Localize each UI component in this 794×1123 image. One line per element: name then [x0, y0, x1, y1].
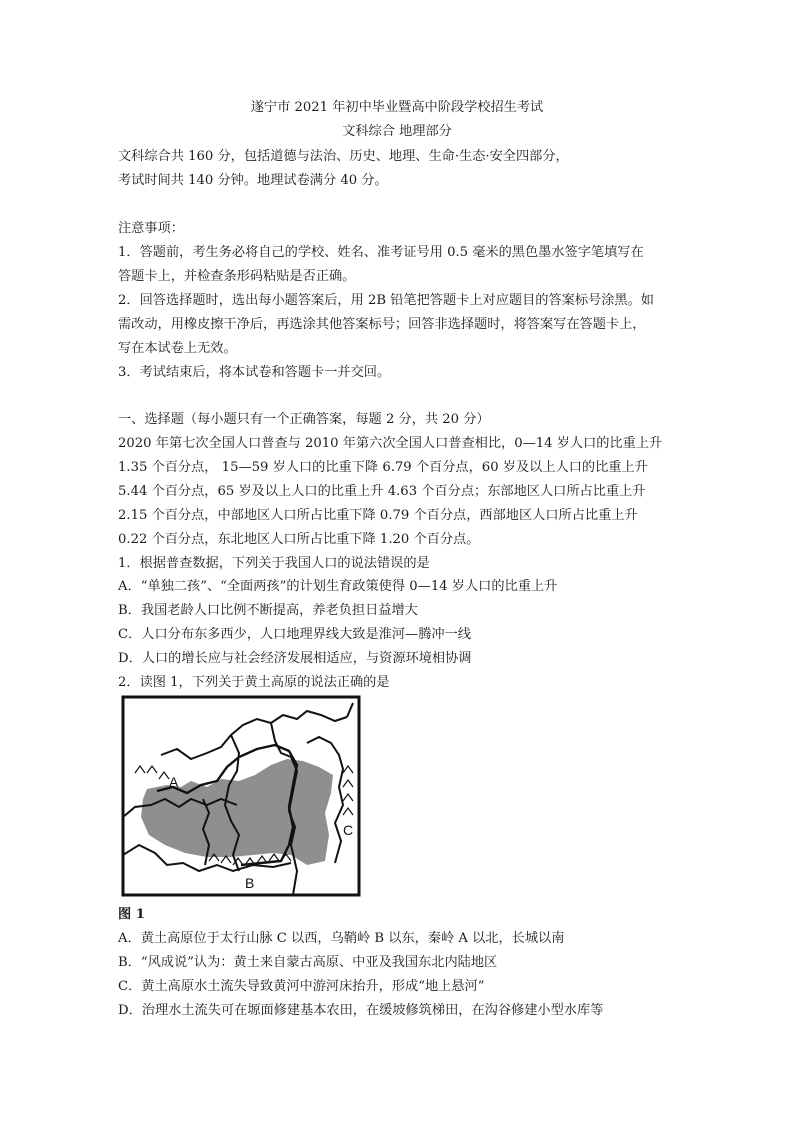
question-2-option-a: A．黄土高原位于太行山脉 C 以西，乌鞘岭 B 以东，秦岭 A 以北，长城以南	[118, 931, 565, 946]
question-2-option-c: C．黄土高原水土流失导致黄河中游河床抬升，形成“地上悬河”	[118, 979, 485, 994]
section-heading: 一、选择题（每小题只有一个正确答案，每题 2 分，共 20 分）	[118, 412, 490, 427]
question-2-option-d: D．治理水土流失可在塬面修建基本农田，在缓坡修筑梯田，在沟谷修建小型水库等	[118, 1003, 604, 1018]
note-line: 需改动，用橡皮擦干净后，再选涂其他答案标号；回答非选择题时，将答案写在答题卡上，	[118, 317, 646, 332]
map-label-b: B	[245, 875, 255, 891]
loess-plateau-map	[121, 695, 361, 897]
passage-line: 2020 年第七次全国人口普查与 2010 年第六次全国人口普查相比，0—14 岁人口的比重上升	[118, 436, 663, 451]
notes-heading: 注意事项：	[118, 221, 184, 236]
map-label-c: C	[343, 822, 354, 838]
figure-caption: 图 1	[118, 907, 145, 922]
note-line: 写在本试卷上无效。	[118, 341, 237, 356]
exam-subtitle: 文科综合 地理部分	[342, 124, 452, 139]
question-1-stem: 1．根据普查数据，下列关于我国人口的说法错误的是	[118, 556, 430, 571]
note-line: 3．考试结束后，将本试卷和答题卡一并交回。	[118, 365, 391, 380]
exam-title: 遂宁市 2021 年初中毕业暨高中阶段学校招生考试	[250, 100, 544, 115]
passage-line: 1.35 个百分点， 15—59 岁人口的比重下降 6.79 个百分点，60 岁及以上人口的比重上升	[118, 460, 648, 475]
intro-line: 考试时间共 140 分钟。地理试卷满分 40 分。	[118, 173, 388, 188]
question-2-stem: 2．读图 1，下列关于黄土高原的说法正确的是	[118, 675, 390, 690]
note-line: 1．答题前，考生务必将自己的学校、姓名、准考证号用 0.5 毫米的黑色墨水签字笔填写在	[118, 245, 644, 260]
passage-line: 5.44 个百分点，65 岁及以上人口的比重上升 4.63 个百分点；东部地区人口所占比重上升	[118, 484, 646, 499]
question-2-option-b: B．“风成说”认为：黄土来自蒙古高原、中亚及我国东北内陆地区	[118, 955, 498, 970]
question-1-option-c: C．人口分布东多西少，人口地理界线大致是淮河—腾冲一线	[118, 627, 471, 642]
map-label-a: A	[169, 774, 179, 790]
note-line: 2．回答选择题时，选出每小题答案后，用 2B 铅笔把答题卡上对应题目的答案标号涂黑。如	[118, 293, 654, 308]
intro-line: 文科综合共 160 分，包括道德与法治、历史、地理、生命·生态·安全四部分，	[118, 149, 569, 164]
question-1-option-b: B．我国老龄人口比例不断提高，养老负担日益增大	[118, 603, 418, 618]
question-1-option-d: D．人口的增长应与社会经济发展相适应，与资源环境相协调	[118, 651, 472, 666]
note-line: 答题卡上，并检查条形码粘贴是否正确。	[118, 269, 356, 284]
passage-line: 2.15 个百分点，中部地区人口所占比重下降 0.79 个百分点，西部地区人口所占比重上升	[118, 508, 638, 523]
passage-line: 0.22 个百分点，东北地区人口所占比重下降 1.20 个百分点。	[118, 532, 480, 547]
question-1-option-a: A．“单独二孩”、“全面两孩”的计划生育政策使得 0—14 岁人口的比重上升	[118, 579, 558, 594]
